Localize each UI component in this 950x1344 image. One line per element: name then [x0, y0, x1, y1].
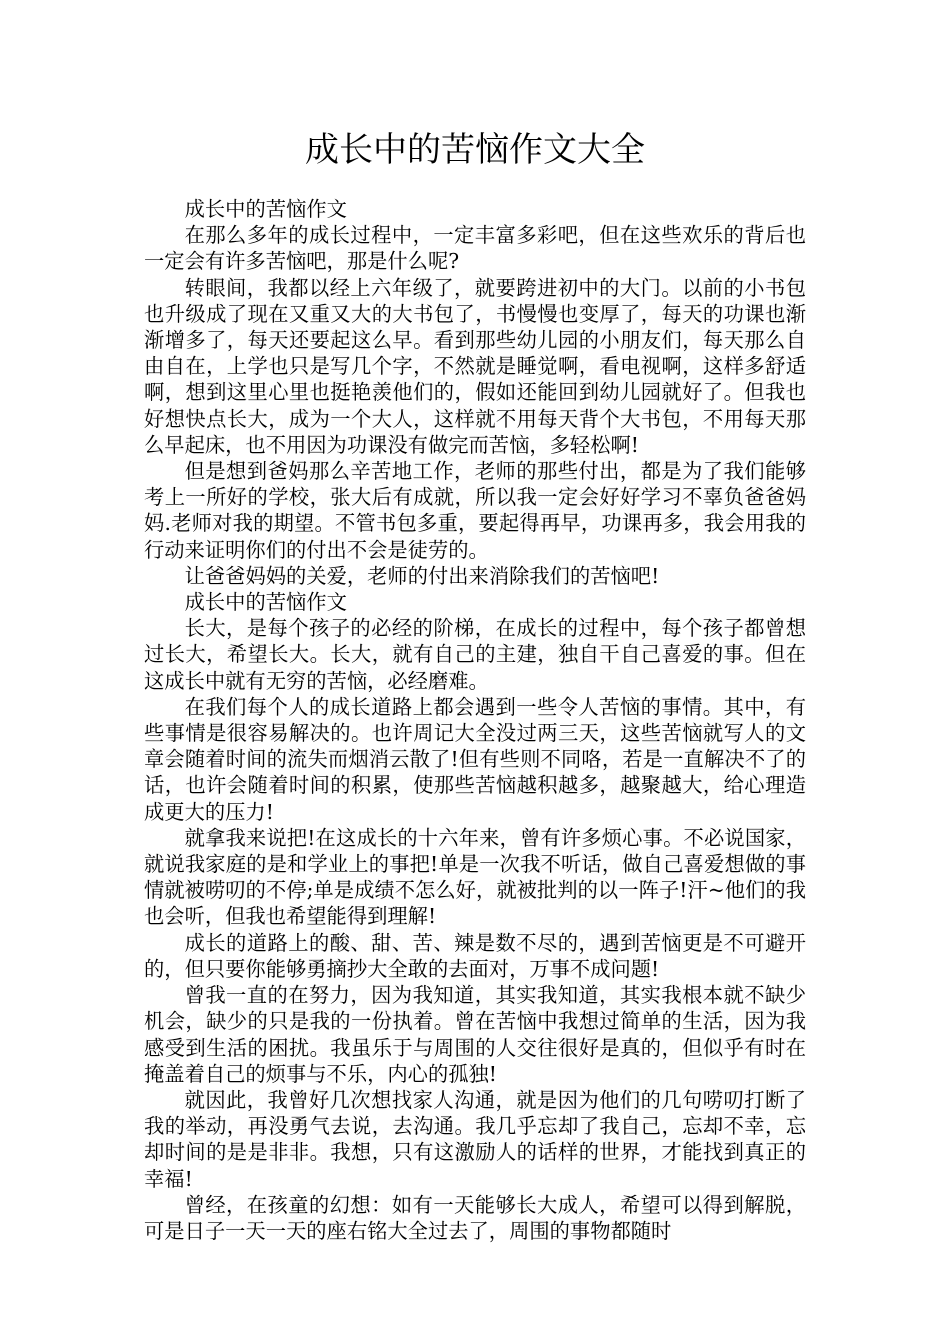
- paragraph: 让爸爸妈妈的关爱，老师的付出来消除我们的苦恼吧!: [184, 563, 660, 588]
- paragraph-heading: 成长中的苦恼作文: [184, 197, 347, 221]
- paragraph: 就拿我来说把!在这成长的十六年来，曾有许多烦心事。不必说国家，就说我家庭的是和学业上的事把!单是一次我不听话，做自己喜爱想做的事情就被唠叨的不停;单是成绩不怎么好，就被批判的以一阵子!汗~他们的我也会听，但我也希望能得到理解!: [144, 825, 806, 929]
- paragraph: 曾经，在孩童的幻想：如有一天能够长大成人，希望可以得到解脱，可是日子一天一天的座右铭大全过去了，周围的事物都随时: [144, 1192, 806, 1243]
- paragraph: 转眼间，我都以经上六年级了，就要跨进初中的大门。以前的小书包也升级成了现在又重又大的大书包了，书慢慢也变厚了，每天的功课也渐渐增多了，每天还要起这么早。看到那些幼儿园的小朋友们，每天那么自由自在，上学也只是写几个字，不然就是睡觉啊，看电视啊，这样多舒适啊，想到这里心里也挺艳羡他们的，假如还能回到幼儿园就好了。但我也好想快点长大，成为一个大人，这样就不用每天背个大书包，不用每天那么早起床，也不用因为功课没有做完而苦恼，多轻松啊!: [144, 275, 806, 457]
- paragraph: 就因此，我曾好几次想找家人沟通，就是因为他们的几句唠叨打断了我的举动，再没勇气去说，去沟通。我几乎忘却了我自己，忘却不幸，忘却时间的是是非非。我想，只有这激励人的话样的世界，才能找到真正的幸福!: [144, 1087, 806, 1191]
- paragraph: 但是想到爸妈那么辛苦地工作，老师的那些付出，都是为了我们能够考上一所好的学校，张大后有成就，所以我一定会好好学习不辜负爸爸妈妈.老师对我的期望。不管书包多重，要起得再早，功课再多，我会用我的行动来证明你们的付出不会是徒劳的。: [144, 459, 806, 562]
- document-title: 成长中的苦恼作文大全: [305, 130, 645, 170]
- paragraph: 在那么多年的成长过程中，一定丰富多彩吧，但在这些欢乐的背后也一定会有许多苦恼吧，那是什么呢?: [144, 223, 806, 274]
- paragraph: 成长的道路上的酸、甜、苦、辣是数不尽的，遇到苦恼更是不可避开的，但只要你能够勇摘抄大全敢的去面对，万事不成问题!: [144, 930, 806, 981]
- paragraph: 在我们每个人的成长道路上都会遇到一些令人苦恼的事情。其中，有些事情是很容易解决的。也许周记大全没过两三天，这些苦恼就写人的文章会随着时间的流失而烟消云散了!但有些则不同咯，若是一直解决不了的话，也许会随着时间的积累，使那些苦恼越积越多，越聚越大，给心理造成更大的压力!: [144, 694, 806, 824]
- document-body: [144, 196, 806, 1244]
- paragraph: 曾我一直的在努力，因为我知道，其实我知道，其实我根本就不缺少机会，缺少的只是我的一份执着。曾在苦恼中我想过简单的生活，因为我感受到生活的困扰。我虽乐于与周围的人交往很好是真的，但似乎有时在掩盖着自己的烦事与不乐，内心的孤独!: [144, 983, 806, 1086]
- paragraph-heading: 成长中的苦恼作文: [184, 590, 347, 615]
- paragraph: 长大，是每个孩子的必经的阶梯，在成长的过程中，每个孩子都曾想过长大，希望长大。长大，就有自己的主建，独自干自己喜爱的事。但在这成长中就有无穷的苦恼，必经磨难。: [144, 616, 806, 693]
